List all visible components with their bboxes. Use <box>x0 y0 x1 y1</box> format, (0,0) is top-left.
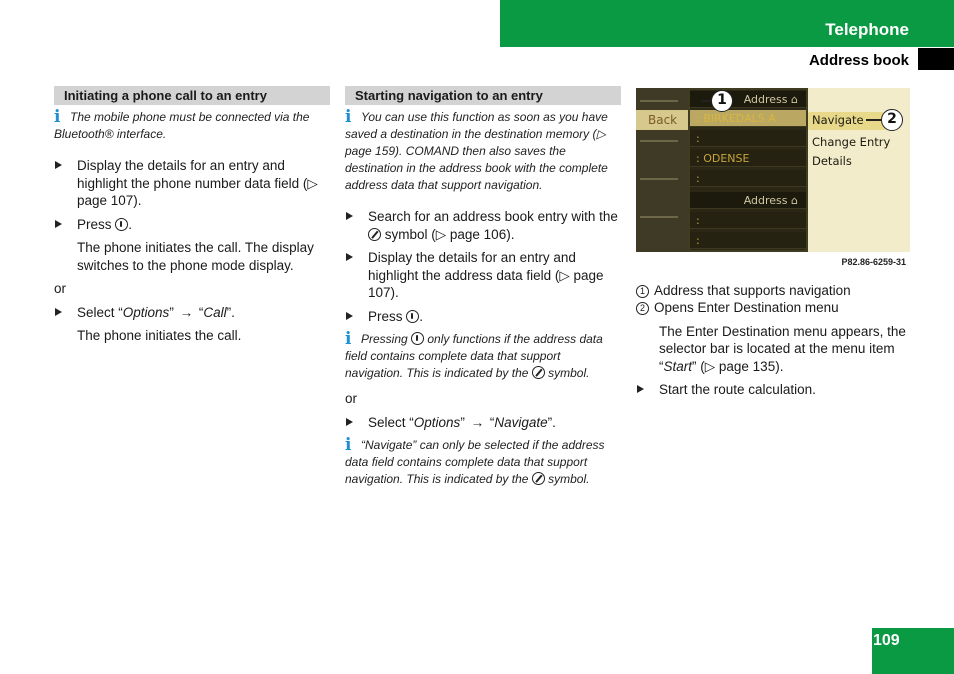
strip-tick <box>640 140 678 142</box>
quote-end: ”. <box>226 304 235 320</box>
press-label: Press <box>77 216 116 232</box>
navigate-label: Navigate <box>494 414 548 430</box>
column-call-entry <box>54 86 330 351</box>
destination-memory-note <box>345 109 621 194</box>
legend-2-text: Opens Enter Destination menu <box>654 300 839 315</box>
entry-row-blank-1[interactable]: : <box>690 130 806 147</box>
info-icon: i <box>54 107 61 127</box>
info-icon: i <box>345 107 352 127</box>
pressing-note-c: symbol. <box>544 366 590 380</box>
call-step-display-details: Display the details for an entry and highlight the phone number data field (▷ page 107). <box>54 157 330 210</box>
nav-step-search <box>345 208 621 243</box>
menu-item-change-entry[interactable]: Change Entry <box>812 135 891 149</box>
pressing-note-b: only functions if the address data field contains complete data that support navigation. This is indicated by the <box>345 332 603 380</box>
back-button[interactable]: Back <box>636 110 688 130</box>
start-label: Start <box>663 358 693 374</box>
call-label: Call <box>203 304 227 320</box>
strip-tick <box>640 100 678 102</box>
route-step: Start the route calculation. <box>636 381 912 399</box>
options-label: Options <box>413 414 461 430</box>
desc-a: The Enter Destination menu appears, the selector bar is located at the menu item “ <box>659 323 906 374</box>
address-header-2: Address ⌂ <box>690 192 806 209</box>
info-icon: i <box>345 329 352 349</box>
arrow-right-icon: → <box>470 414 485 430</box>
entry-row-odense[interactable]: : ODENSE <box>690 150 806 167</box>
call-step-press <box>54 216 330 234</box>
number-circle-icon: 1 <box>636 285 649 298</box>
strip-tick <box>640 216 678 218</box>
navigation-heading: Starting navigation to an entry <box>345 86 621 105</box>
or-label: or <box>54 281 67 296</box>
number-circle-icon: 2 <box>636 302 649 315</box>
bluetooth-note <box>54 109 330 143</box>
search-suffix: symbol (▷ page 106). <box>381 226 515 242</box>
bluetooth-note-text: The mobile phone must be connected via the Bluetooth® interface. <box>54 110 310 141</box>
navigate-note <box>345 437 621 488</box>
navigation-symbol-icon <box>532 366 545 379</box>
navigation-symbol-icon <box>532 472 545 485</box>
legend-1-text: Address that supports navigation <box>654 282 851 298</box>
callout-2: 2 <box>881 109 903 131</box>
arrow-right-icon: → <box>179 304 194 320</box>
entry-row-blank-2[interactable]: : <box>690 170 806 187</box>
nav-step-display-details: Display the details for an entry and highlight the address data field (▷ page 107). <box>345 249 621 302</box>
address-label: Address <box>743 194 788 207</box>
info-icon: i <box>345 435 352 455</box>
call-result-2: The phone initiates the call. <box>77 328 242 343</box>
destination-menu-description <box>636 323 912 376</box>
quote-close: ” <box>169 304 174 320</box>
address-header-1: Address ⌂ <box>690 91 806 108</box>
thumb-tab <box>918 48 954 70</box>
select-prefix: Select “ <box>368 414 414 430</box>
press-knob-icon <box>406 310 419 323</box>
section-title: Address book <box>808 52 909 69</box>
options-label: Options <box>122 304 170 320</box>
call-step-select-options <box>54 304 330 322</box>
desc-b: ” (▷ page 135). <box>692 358 784 374</box>
navigate-note-b: ” can only be selected if the address data field contains complete data that support navigation. This is indicated by the <box>345 438 605 486</box>
strip-tick <box>640 178 678 180</box>
entry-row-blank-3[interactable]: : <box>690 212 806 229</box>
press-knob-icon <box>411 332 424 345</box>
callout-1: 1 <box>711 90 733 112</box>
pressing-note <box>345 331 621 382</box>
call-entry-heading: Initiating a phone call to an entry <box>54 86 330 105</box>
page-title: Telephone <box>825 20 909 39</box>
search-text: Search for an address book entry with the <box>368 209 618 224</box>
quote-end: ”. <box>547 414 556 430</box>
legend-item-2 <box>636 299 912 317</box>
nav-step-select-options <box>345 414 621 432</box>
entry-row-birkedals[interactable]: : BIRKEDALS A <box>690 110 806 127</box>
quote-open: “ <box>489 414 495 430</box>
call-result-1: The phone initiates the call. The display switches to the phone mode display. <box>77 240 314 273</box>
press-label: Press <box>368 308 407 324</box>
destination-note-text: You can use this function as soon as you have saved a destination in the destination memory (▷ page 159). COMAND then also saves the destination in the address book with the complete address data that support navigation. <box>345 110 608 192</box>
address-label: Address <box>743 93 788 106</box>
menu-item-navigate[interactable]: Navigate <box>808 112 886 130</box>
entry-row-blank-4[interactable]: : <box>690 232 806 249</box>
or-label: or <box>345 391 358 406</box>
page-number: 109 <box>873 632 900 649</box>
press-knob-icon <box>115 218 128 231</box>
navigate-note-word: Navigate <box>365 438 413 452</box>
select-prefix: Select “ <box>77 304 123 320</box>
press-suffix: . <box>419 308 424 324</box>
pressing-note-a: Pressing <box>361 332 412 346</box>
quote-open: “ <box>198 304 204 320</box>
navigate-note-c: symbol. <box>544 472 590 486</box>
navigate-note-open: “ <box>361 438 365 452</box>
column-screenshot <box>636 88 912 405</box>
callout-line-2 <box>866 119 882 121</box>
quote-close: ” <box>460 414 465 430</box>
legend-item-1 <box>636 282 912 300</box>
callout-line-1 <box>701 100 711 102</box>
comand-screenshot <box>636 88 910 252</box>
navigation-symbol-icon <box>368 228 381 241</box>
menu-item-details[interactable]: Details <box>812 154 852 168</box>
press-suffix: . <box>128 216 133 232</box>
column-navigation-entry <box>345 86 621 502</box>
nav-step-press <box>345 308 621 326</box>
image-caption: P82.86-6259-31 <box>841 257 906 267</box>
